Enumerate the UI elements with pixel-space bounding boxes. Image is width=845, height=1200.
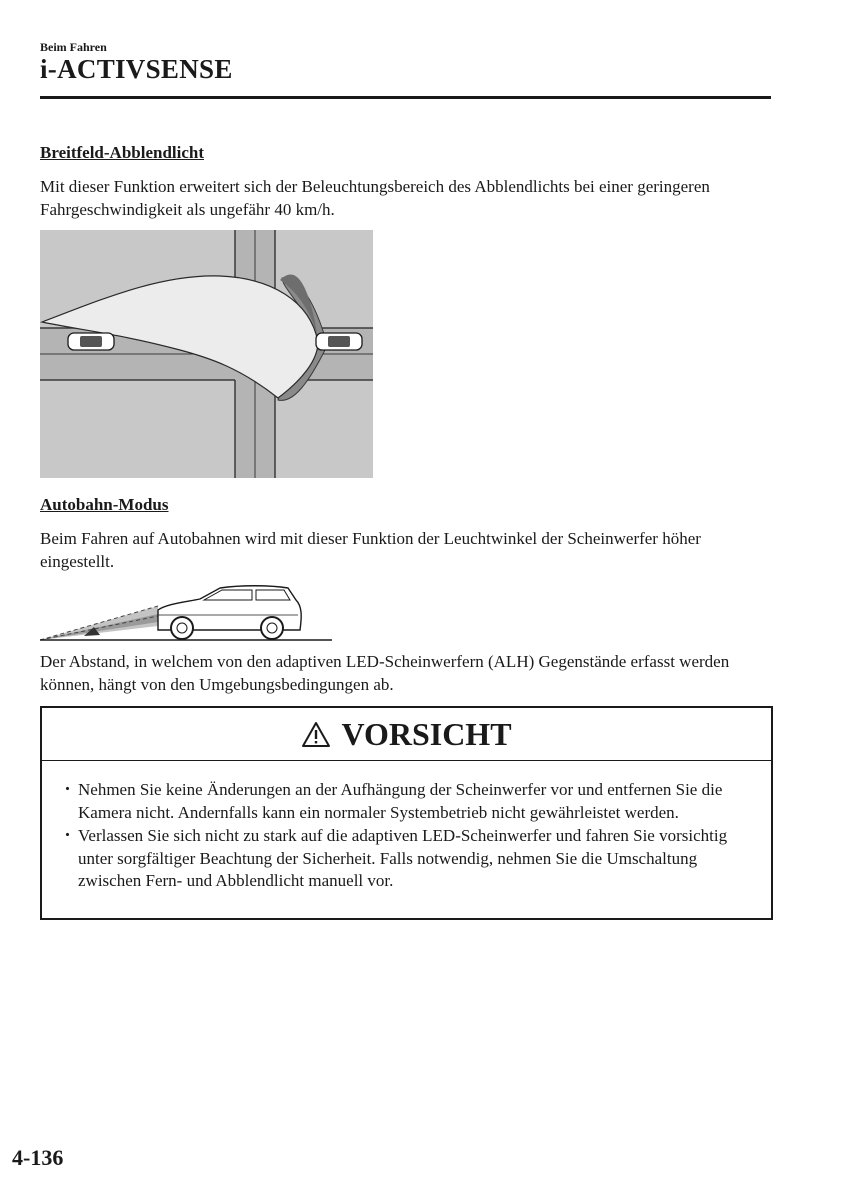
caution-item-text: Verlassen Sie sich nicht zu stark auf die adaptiven LED-Scheinwerfer und fahren Sie vorsichtig unter sorgfältiger Beachtung der Sicherheit. Falls notwendig, nehmen Sie die Umschaltung zwischen Fern- und Abblendlicht manuell vor. — [78, 826, 728, 890]
note-text: Der Abstand, in welchem von den adaptiven LED-Scheinwerfern (ALH) Gegenstände erfasst werden können, hängt von den Umgebungsbedingungen ab. — [40, 652, 730, 694]
highway-car-illustration — [40, 582, 332, 642]
section-heading-breitfeld: Breitfeld-Abblendlicht — [40, 143, 205, 162]
chapter-label: Beim Fahren — [40, 40, 107, 54]
section-heading-autobahn: Autobahn-Modus — [40, 495, 169, 514]
warning-triangle-icon — [301, 721, 331, 748]
caution-list — [42, 761, 771, 893]
caution-box — [40, 706, 773, 920]
page-number: 4-136 — [12, 1145, 64, 1170]
car-right-icon — [316, 333, 362, 350]
header-rule — [40, 96, 771, 99]
page-title: i-ACTIVSENSE — [40, 54, 233, 84]
caution-item-text: Nehmen Sie keine Änderungen an der Aufhängung der Scheinwerfer vor und entfernen Sie die Kamera nicht. Andernfalls kann ein normaler Systembetrieb nicht gewährleistet werden. — [78, 780, 723, 822]
section-text-autobahn: Beim Fahren auf Autobahnen wird mit dieser Funktion der Leuchtwinkel der Scheinwerfer höher eingestellt. — [40, 529, 701, 571]
car-left-icon — [68, 333, 114, 350]
section-text-breitfeld: Mit dieser Funktion erweitert sich der Beleuchtungsbereich des Abblendlichts bei einer geringeren Fahrgeschwindigkeit als ungefähr 40 km/h. — [40, 177, 710, 219]
caution-title: VORSICHT — [341, 715, 512, 752]
caution-item — [59, 779, 747, 824]
intersection-illustration — [40, 230, 373, 478]
caution-header — [42, 708, 771, 761]
bullet-mark: ・ — [59, 780, 76, 799]
bullet-mark: ・ — [59, 826, 76, 845]
caution-item — [59, 825, 747, 893]
